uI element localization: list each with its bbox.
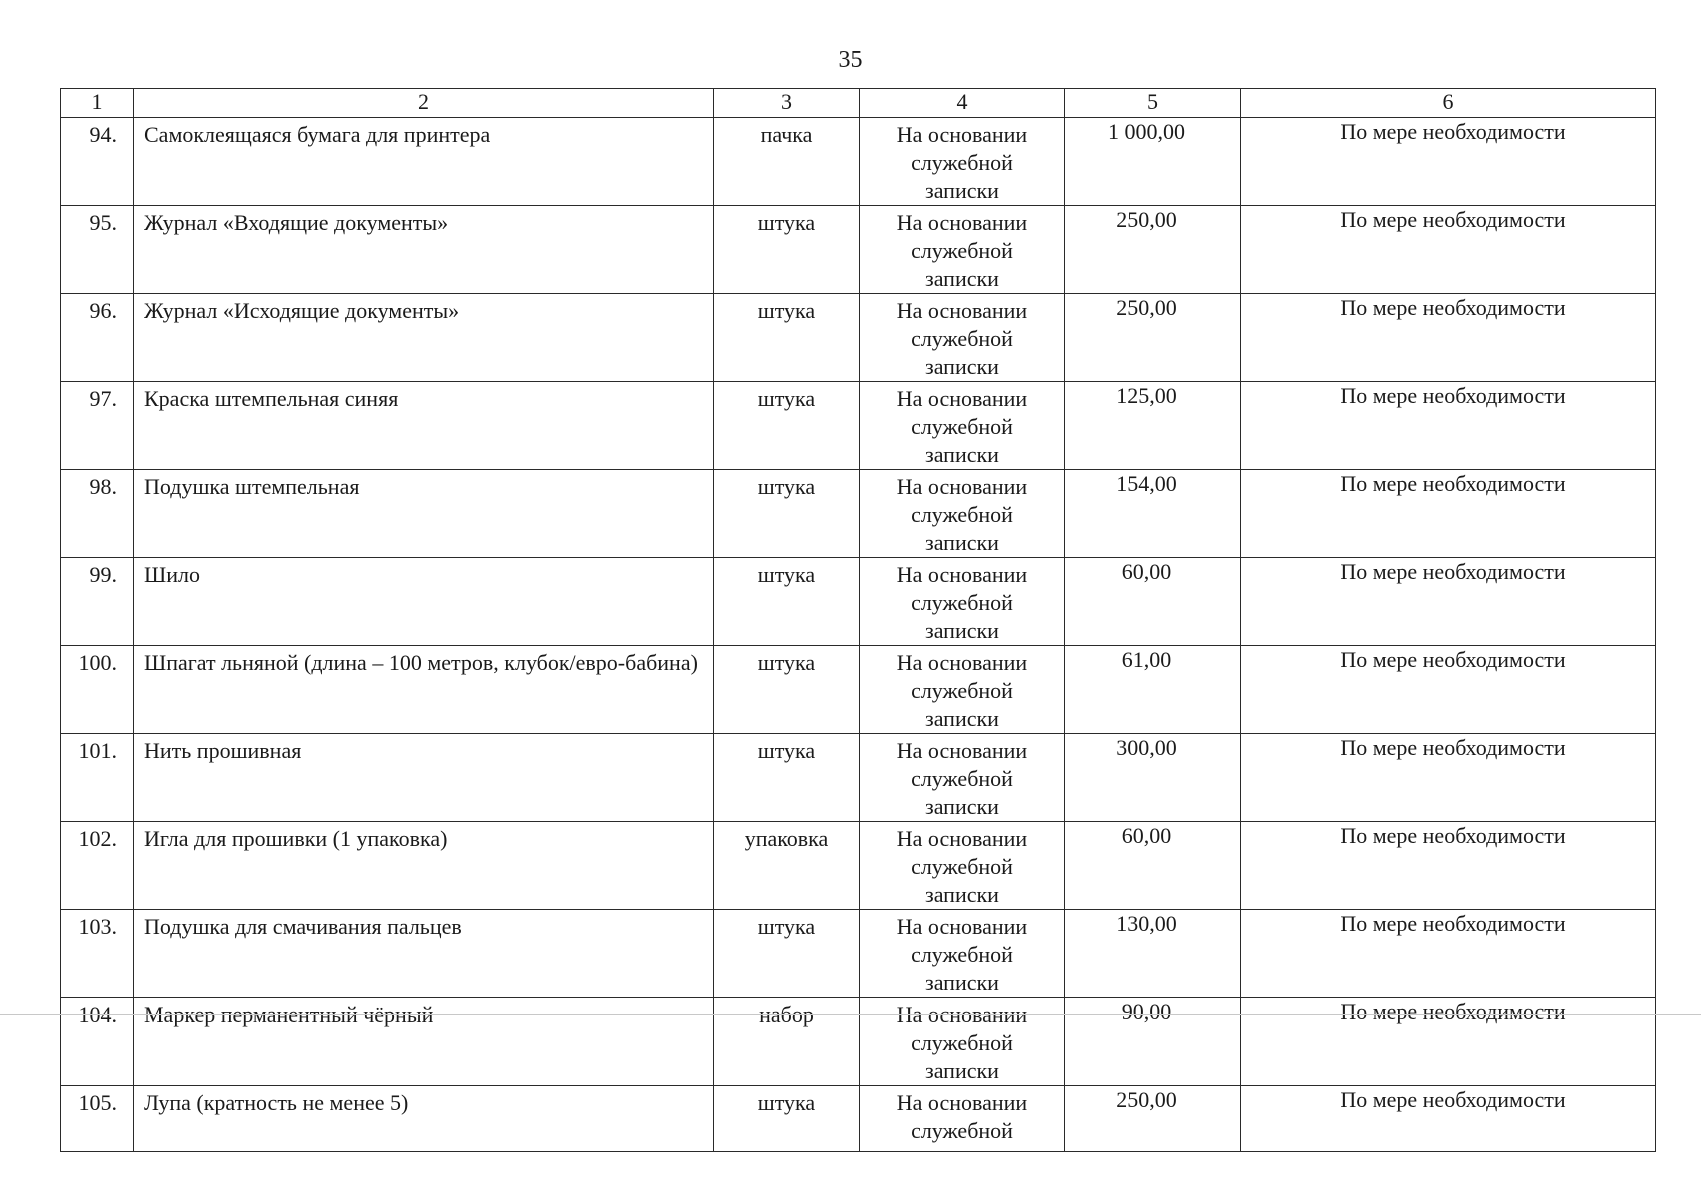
item-basis bbox=[860, 734, 1065, 822]
table-row bbox=[61, 470, 1656, 558]
item-unit: штука bbox=[714, 470, 860, 558]
basis-line: служебной bbox=[911, 1030, 1013, 1055]
item-name: Журнал «Входящие документы» bbox=[134, 206, 714, 294]
item-name: Журнал «Исходящие документы» bbox=[134, 294, 714, 382]
item-price: 154,00 bbox=[1065, 470, 1241, 558]
table-row bbox=[61, 294, 1656, 382]
item-unit: штука bbox=[714, 206, 860, 294]
item-price: 130,00 bbox=[1065, 910, 1241, 998]
basis-line: записки bbox=[925, 970, 999, 995]
table-row bbox=[61, 734, 1656, 822]
table-row bbox=[61, 1086, 1656, 1152]
item-name: Подушка штемпельная bbox=[134, 470, 714, 558]
item-name: Шило bbox=[134, 558, 714, 646]
items-table bbox=[60, 88, 1656, 1152]
basis-line: записки bbox=[925, 706, 999, 731]
row-number: 99. bbox=[61, 558, 134, 646]
basis-line: На основании bbox=[896, 122, 1028, 147]
item-period: По мере необходимости bbox=[1241, 382, 1656, 470]
basis-line: На основании bbox=[896, 386, 1028, 411]
row-number: 100. bbox=[61, 646, 134, 734]
basis-line: служебной bbox=[911, 590, 1013, 615]
header-cell-5: 5 bbox=[1065, 89, 1241, 118]
basis-line: служебной bbox=[911, 502, 1013, 527]
basis-line: На основании bbox=[896, 1090, 1028, 1115]
item-period: По мере необходимости bbox=[1241, 206, 1656, 294]
item-period: По мере необходимости bbox=[1241, 470, 1656, 558]
basis-line: служебной bbox=[911, 150, 1013, 175]
item-price: 250,00 bbox=[1065, 206, 1241, 294]
basis-line: записки bbox=[925, 618, 999, 643]
header-cell-6: 6 bbox=[1241, 89, 1656, 118]
table-row bbox=[61, 998, 1656, 1086]
item-unit: штука bbox=[714, 382, 860, 470]
item-basis bbox=[860, 470, 1065, 558]
table-row bbox=[61, 118, 1656, 206]
row-number: 101. bbox=[61, 734, 134, 822]
item-price: 125,00 bbox=[1065, 382, 1241, 470]
item-basis bbox=[860, 822, 1065, 910]
basis-line: записки bbox=[925, 442, 999, 467]
item-period: По мере необходимости bbox=[1241, 1086, 1656, 1152]
item-price: 61,00 bbox=[1065, 646, 1241, 734]
basis-line: записки bbox=[925, 354, 999, 379]
basis-line: записки bbox=[925, 530, 999, 555]
item-unit: штука bbox=[714, 558, 860, 646]
basis-line: На основании bbox=[896, 826, 1028, 851]
basis-line: служебной bbox=[911, 414, 1013, 439]
item-basis bbox=[860, 998, 1065, 1086]
header-cell-2: 2 bbox=[134, 89, 714, 118]
item-name: Самоклеящаяся бумага для принтера bbox=[134, 118, 714, 206]
item-name: Лупа (кратность не менее 5) bbox=[134, 1086, 714, 1152]
item-name: Подушка для смачивания пальцев bbox=[134, 910, 714, 998]
page-number: 35 bbox=[838, 47, 863, 73]
item-period: По мере необходимости bbox=[1241, 294, 1656, 382]
item-basis bbox=[860, 118, 1065, 206]
table-row bbox=[61, 910, 1656, 998]
item-price: 250,00 bbox=[1065, 294, 1241, 382]
item-basis bbox=[860, 558, 1065, 646]
basis-line: На основании bbox=[896, 738, 1028, 763]
row-number: 104. bbox=[61, 998, 134, 1086]
item-price: 300,00 bbox=[1065, 734, 1241, 822]
item-unit: набор bbox=[714, 998, 860, 1086]
item-name: Нить прошивная bbox=[134, 734, 714, 822]
basis-line: На основании bbox=[896, 298, 1028, 323]
basis-line: На основании bbox=[896, 650, 1028, 675]
item-unit: штука bbox=[714, 294, 860, 382]
row-number: 96. bbox=[61, 294, 134, 382]
item-name: Шпагат льняной (длина – 100 метров, клубок/евро-бабина) bbox=[134, 646, 714, 734]
item-period: По мере необходимости bbox=[1241, 998, 1656, 1086]
basis-line: записки bbox=[925, 178, 999, 203]
scan-artifact-line bbox=[0, 1014, 1701, 1015]
basis-line: служебной bbox=[911, 238, 1013, 263]
item-unit: штука bbox=[714, 910, 860, 998]
item-basis bbox=[860, 206, 1065, 294]
item-period: По мере необходимости bbox=[1241, 558, 1656, 646]
table-row bbox=[61, 206, 1656, 294]
item-price: 1 000,00 bbox=[1065, 118, 1241, 206]
item-price: 60,00 bbox=[1065, 558, 1241, 646]
row-number: 95. bbox=[61, 206, 134, 294]
item-basis bbox=[860, 910, 1065, 998]
table-row bbox=[61, 558, 1656, 646]
header-cell-3: 3 bbox=[714, 89, 860, 118]
basis-line: записки bbox=[925, 266, 999, 291]
table-row bbox=[61, 822, 1656, 910]
row-number: 98. bbox=[61, 470, 134, 558]
row-number: 94. bbox=[61, 118, 134, 206]
basis-line: записки bbox=[925, 794, 999, 819]
basis-line: На основании bbox=[896, 914, 1028, 939]
item-price: 250,00 bbox=[1065, 1086, 1241, 1152]
table-header-row bbox=[61, 89, 1656, 118]
item-price: 60,00 bbox=[1065, 822, 1241, 910]
item-name: Маркер перманентный чёрный bbox=[134, 998, 714, 1086]
basis-line: На основании bbox=[896, 474, 1028, 499]
item-unit: штука bbox=[714, 1086, 860, 1152]
row-number: 97. bbox=[61, 382, 134, 470]
header-cell-4: 4 bbox=[860, 89, 1065, 118]
basis-line: На основании bbox=[896, 210, 1028, 235]
item-unit: штука bbox=[714, 646, 860, 734]
row-number: 102. bbox=[61, 822, 134, 910]
item-name: Игла для прошивки (1 упаковка) bbox=[134, 822, 714, 910]
basis-line: служебной bbox=[911, 854, 1013, 879]
basis-line: служебной bbox=[911, 1118, 1013, 1143]
basis-line: записки bbox=[925, 882, 999, 907]
basis-line: служебной bbox=[911, 942, 1013, 967]
table-row bbox=[61, 382, 1656, 470]
item-price: 90,00 bbox=[1065, 998, 1241, 1086]
row-number: 103. bbox=[61, 910, 134, 998]
basis-line: На основании bbox=[896, 562, 1028, 587]
item-name: Краска штемпельная синяя bbox=[134, 382, 714, 470]
basis-line: служебной bbox=[911, 326, 1013, 351]
item-period: По мере необходимости bbox=[1241, 118, 1656, 206]
table-row bbox=[61, 646, 1656, 734]
basis-line: записки bbox=[925, 1058, 999, 1083]
row-number: 105. bbox=[61, 1086, 134, 1152]
header-cell-1: 1 bbox=[61, 89, 134, 118]
item-basis bbox=[860, 382, 1065, 470]
basis-line: На основании bbox=[896, 1002, 1028, 1027]
item-period: По мере необходимости bbox=[1241, 910, 1656, 998]
item-period: По мере необходимости bbox=[1241, 822, 1656, 910]
basis-line: служебной bbox=[911, 678, 1013, 703]
item-basis bbox=[860, 294, 1065, 382]
item-unit: штука bbox=[714, 734, 860, 822]
item-unit: пачка bbox=[714, 118, 860, 206]
item-unit: упаковка bbox=[714, 822, 860, 910]
item-period: По мере необходимости bbox=[1241, 734, 1656, 822]
item-basis bbox=[860, 646, 1065, 734]
basis-line: служебной bbox=[911, 766, 1013, 791]
item-basis bbox=[860, 1086, 1065, 1152]
item-period: По мере необходимости bbox=[1241, 646, 1656, 734]
